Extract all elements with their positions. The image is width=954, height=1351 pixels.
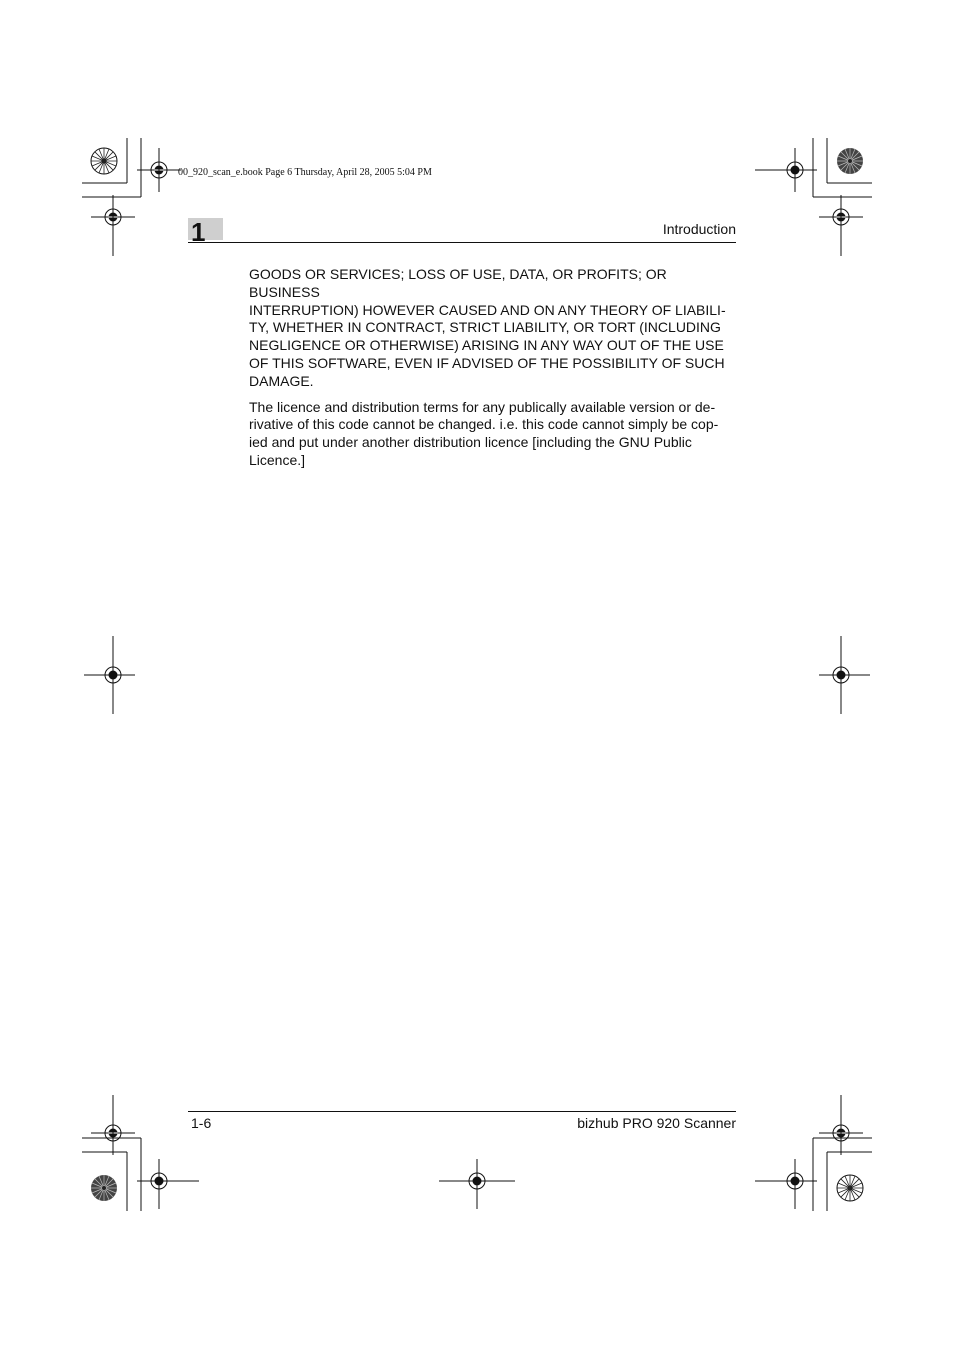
paragraph-1 (249, 266, 736, 391)
paragraph-line: TY, WHETHER IN CONTRACT, STRICT LIABILITY, OR TORT (INCLUDING (249, 319, 721, 336)
paragraph-line: NEGLIGENCE OR OTHERWISE) ARISING IN ANY WAY OUT OF THE USE (249, 337, 724, 354)
paragraph-line: DAMAGE. (249, 372, 314, 389)
star-target-bottom-right (837, 1175, 863, 1201)
footer-rule (188, 1111, 736, 1112)
star-target-bottom-left (91, 1175, 117, 1201)
paragraph-2 (249, 399, 736, 470)
paragraph-line: Licence.] (249, 451, 306, 468)
chapter-number: 1 (191, 217, 206, 247)
paragraph-line: The licence and distribution terms for any publically available version or de- (249, 398, 716, 415)
header-rule (188, 242, 736, 243)
crop-marks-bottom-right (813, 1138, 872, 1211)
paragraph-line: ied and put under another distribution licence [including the GNU Public (249, 434, 692, 451)
footer-page-number: 1-6 (191, 1115, 212, 1131)
footer-product-name: bizhub PRO 920 Scanner (577, 1115, 736, 1131)
running-head-title: Introduction (662, 221, 736, 237)
star-target-top-left (91, 148, 117, 174)
star-target-top-right (837, 148, 863, 174)
print-slug-line: 00_920_scan_e.book Page 6 Thursday, April 28, 2005 5:04 PM (178, 167, 432, 178)
crop-marks-bottom-left (82, 1138, 141, 1211)
paragraph-line: INTERRUPTION) HOWEVER CAUSED AND ON ANY THEORY OF LIABILI- (249, 301, 726, 318)
paragraph-line: rivative of this code cannot be changed. i.e. this code cannot simply be cop- (249, 416, 719, 433)
paragraph-line: GOODS OR SERVICES; LOSS OF USE, DATA, OR PROFITS; OR BUSINESS (249, 266, 667, 300)
paragraph-line: OF THIS SOFTWARE, EVEN IF ADVISED OF THE POSSIBILITY OF SUCH (249, 354, 725, 371)
body-text (249, 266, 736, 478)
